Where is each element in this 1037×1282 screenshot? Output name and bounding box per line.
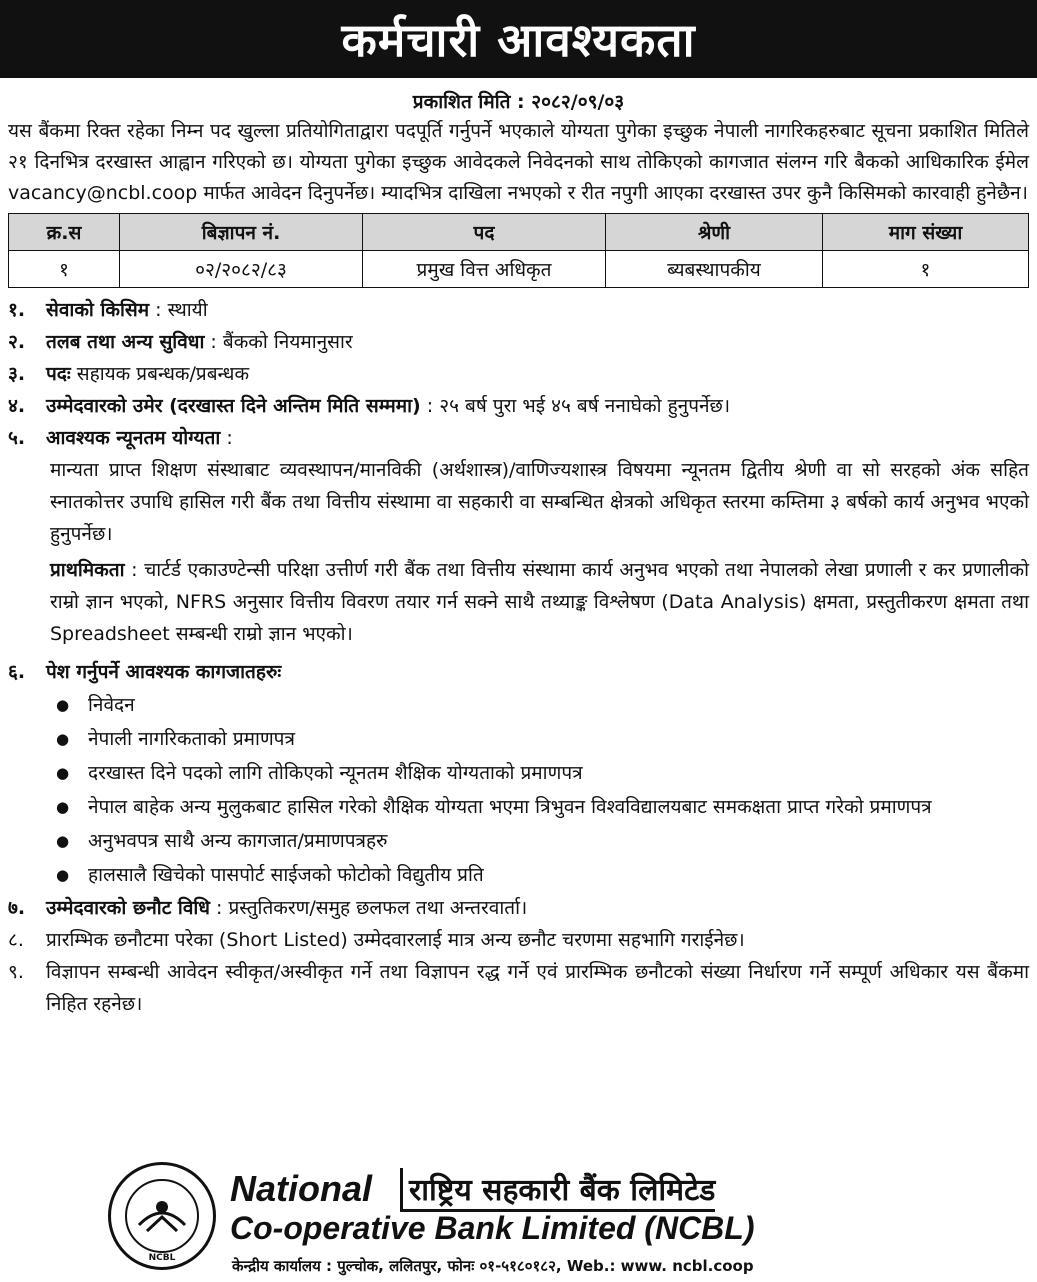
section-label: पदः [46,363,71,385]
table-header-row [9,214,1029,251]
cell-post: प्रमुख वित्त अधिकृत [363,251,606,288]
vacancy-table [8,213,1029,288]
section-1 [8,294,1029,326]
section-number: ९. [8,961,24,983]
section-label: आवश्यक न्यूनतम योग्यता [46,427,221,449]
cell-level: ब्यबस्थापकीय [606,251,823,288]
bank-name-en-line1: National [230,1168,373,1209]
section-9 [8,956,1029,1020]
section-text: : [226,427,233,449]
header-demand: माग संख्या [823,214,1029,251]
header-post: पद [363,214,606,251]
section-8 [8,924,1029,956]
section-number: ६. [8,661,26,683]
section-6 [8,656,1029,688]
list-item: ● नेपाली नागरिकताको प्रमाणपत्र [56,722,1029,756]
section-number: ७. [8,897,26,919]
cell-ad-number: ०२/२०८२/८३ [120,251,363,288]
bank-address: केन्द्रीय कार्यालय : पुल्चोक, ललितपुर, फोनः ०१-५१८०१८२, Web.: www. ncbl.coop [232,1257,754,1275]
section-label: तलब तथा अन्य सुविधा [46,331,205,353]
qualification-paragraph: मान्यता प्राप्त शिक्षण संस्थाबाट व्यवस्थापन/मानविकी (अर्थशास्त्र)/वाणिज्यशास्त्र विषयमा न्यूनतम द्वितीय श्रेणी वा सो सरहको अंक सहित स्नातकोत्तर उपाधि हासिल गरी बैंक तथा वित्तीय संस्थामा वा सहकारी वा सम्बन्धित क्षेत्रको अधिकृत स्तरमा कम्तिमा ३ बर्षको कार्य अनुभव भएको हुनुपर्नेछ। [50,459,1029,545]
intro-paragraph: यस बैंकमा रिक्त रहेका निम्न पद खुल्ला प्रतियोगिताद्वारा पदपूर्ति गर्नुपर्ने भएकाले योग्यता पुगेका इच्छुक नेपाली नागरिकहरुबाट सूचना प्रकाशित मितिले २१ दिनभित्र दरखास्त आह्वान गरिएको छ। योग्यता पुगेका इच्छुक आवेदकले निवेदनको साथ तोकिएको कागजात संलग्न गरि बैकको आधिकारिक ईमेल vacancy@ncbl.coop मार्फत आवेदन दिनुपर्नेछ। म्यादभित्र दाखिला नभएको र रीत नपुगी आएका दरखास्त उपर कुनै किसिमको कारवाही हुनेछैन। [8,120,1029,204]
bank-footer [0,1162,1037,1282]
seal-label: NCBL [148,1253,176,1263]
section-text: प्रारम्भिक छनौटमा परेका (Short Listed) उम्मेदवारलाई मात्र अन्य छनौट चरणमा सहभागि गराईनेछ। [46,929,745,951]
cell-serial: १ [9,251,120,288]
section-5 [8,422,1029,454]
section-text: : बैंकको नियमानुसार [210,331,353,353]
priority-label: प्राथमिकता [50,559,125,581]
section-number: १. [8,299,26,321]
list-item: ● निवेदन [56,688,1029,722]
published-date: प्रकाशित मिति : २०८२/०९/०३ [412,91,625,113]
list-item: ● दरखास्त दिने पदको लागि तोकिएको न्यूनतम शैक्षिक योग्यताको प्रमाणपत्र [56,756,1029,790]
page-title: कर्मचारी आवश्यकता [0,0,1037,78]
section-number: ३. [8,363,26,385]
bank-name-en-line2: Co-operative Bank Limited (NCBL) [230,1210,755,1246]
table-row [9,251,1029,288]
priority-paragraph [8,554,1029,650]
section-number: ५. [8,427,26,449]
bank-name-np: राष्ट्रिय सहकारी बैंक लिमिटेड [400,1168,715,1212]
section-number: २. [8,331,26,353]
section-number: ८. [8,929,24,951]
section-text: : स्थायी [155,299,208,321]
section-number: ४. [8,395,26,417]
list-item: ● अनुभवपत्र साथै अन्य कागजात/प्रमाणपत्रहरु [56,824,1029,858]
header-level: श्रेणी [606,214,823,251]
section-text: विज्ञापन सम्बन्धी आवेदन स्वीकृत/अस्वीकृत गर्ने तथा विज्ञापन रद्ध गर्ने एवं प्रारम्भिक छनौटको संख्या निर्धारण गर्ने सम्पूर्ण अधिकार यस बैंकमा निहित रहनेछ। [46,961,1029,1015]
list-item: ● नेपाल बाहेक अन्य मुलुकबाट हासिल गरेको शैक्षिक योग्यता भएमा त्रिभुवन विश्वविद्यालयबाट समकक्षता प्राप्त गरेको प्रमाणपत्र [56,790,1029,824]
section-label: सेवाको किसिम [46,299,150,321]
section-7 [8,892,1029,924]
section-label: उम्मेदवारको छनौट विधि [46,897,210,919]
section-3 [8,358,1029,390]
handshake-icon [127,1181,197,1251]
header-ad-number: बिज्ञापन नं. [120,214,363,251]
header-serial: क्र.स [9,214,120,251]
section-label: पेश गर्नुपर्ने आवश्यक कागजातहरुः [46,661,282,683]
list-item: ● हालसालै खिचेको पासपोर्ट साईजको फोटोको विद्युतीय प्रति [56,858,1029,892]
priority-text: : चार्टर्ड एकाउण्टेन्सी परिक्षा उत्तीर्ण गरी बैंक तथा वित्तीय संस्थामा कार्य अनुभव भएको तथा नेपालको लेखा प्रणाली र कर प्रणालीको राम्रो ज्ञान भएको, NFRS अनुसार वित्तीय विवरण तयार गर्न सक्ने साथै तथ्याङ्क विश्लेषण (Data Analysis) क्षमता, प्रस्तुतीकरण क्षमता तथा Spreadsheet सम्बन्धी राम्रो ज्ञान भएको। [50,559,1029,645]
documents-list [8,688,1029,892]
section-text: सहायक प्रबन्धक/प्रबन्धक [76,363,250,385]
section-4 [8,390,1029,422]
section-2 [8,326,1029,358]
section-text: : प्रस्तुतिकरण/समुह छलफल तथा अन्तरवार्ता। [216,897,528,919]
section-label: उम्मेदवारको उमेर (दरखास्त दिने अन्तिम मिति सम्ममा) [46,395,421,417]
cell-demand: १ [823,251,1029,288]
bank-seal-icon [108,1162,216,1270]
section-text: : २५ बर्ष पुरा भई ४५ बर्ष ननाघेको हुनुपर्नेछ। [426,395,731,417]
